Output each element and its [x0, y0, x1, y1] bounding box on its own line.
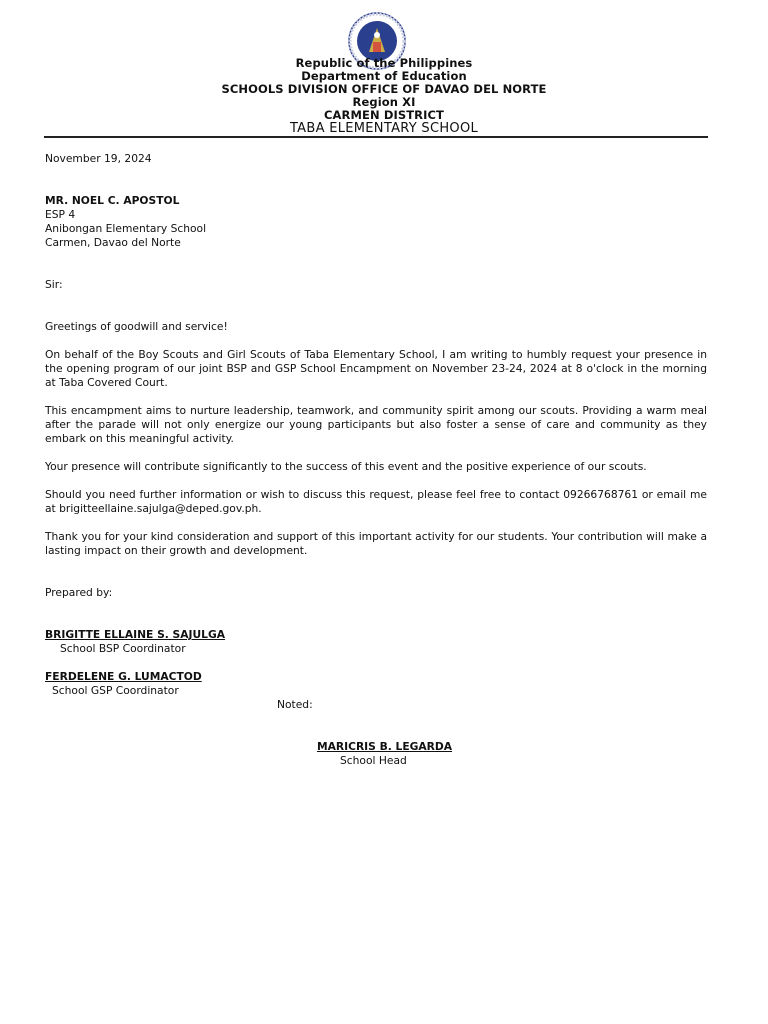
body-paragraph: Should you need further information or wish to discuss this request, please feel free to contact 09266768761 or email me at brigitteellaine.sajulga@deped.gov.ph. — [45, 488, 707, 515]
signatory-name: BRIGITTE ELLAINE S. SAJULGA — [45, 628, 226, 641]
prepared-by-label: Prepared by: — [45, 586, 113, 599]
signatory-title: School GSP Coordinator — [52, 684, 179, 697]
header-district: CARMEN DISTRICT — [324, 108, 444, 122]
header-region: Region XI — [352, 95, 416, 109]
noted-by-name: MARICRIS B. LEGARDA — [317, 740, 453, 753]
recipient-name: MR. NOEL C. APOSTOL — [45, 194, 180, 207]
body-paragraph: This encampment aims to nurture leadership, teamwork, and community spirit among our scouts. Providing a warm meal after the parade will not only energize our young participants but also foster a sense of care and community as they embark on this meaningful activity. — [45, 404, 707, 445]
header-school: TABA ELEMENTARY SCHOOL — [289, 121, 479, 136]
recipient-address: Carmen, Davao del Norte — [45, 236, 181, 249]
header-divider — [44, 136, 708, 138]
recipient-position: ESP 4 — [45, 208, 76, 221]
noted-by-title: School Head — [340, 754, 407, 767]
signatory-name: FERDELENE G. LUMACTOD — [45, 670, 202, 683]
letterhead — [0, 57, 768, 135]
body-paragraph: Thank you for your kind consideration and support of this important activity for our students. Your contribution will make a lasting impact on their growth and development. — [45, 530, 707, 557]
body-paragraph: On behalf of the Boy Scouts and Girl Scouts of Taba Elementary School, I am writing to humbly request your presence in the opening program of our joint BSP and GSP School Encampment on November 23-24, 2024 at 8 o'clock in the morning at Taba Covered Court. — [45, 348, 707, 389]
signatory-title: School BSP Coordinator — [60, 642, 186, 655]
header-republic: Republic of the Philippines — [295, 56, 473, 70]
letter-date: November 19, 2024 — [45, 152, 152, 165]
header-division: SCHOOLS DIVISION OFFICE OF DAVAO DEL NORTE — [221, 82, 547, 96]
body-paragraph: Your presence will contribute significantly to the success of this event and the positive experience of our scouts. — [45, 460, 647, 473]
salutation: Sir: — [45, 278, 63, 291]
header-department: Department of Education — [301, 69, 467, 83]
greeting: Greetings of goodwill and service! — [45, 320, 228, 333]
noted-label: Noted: — [277, 698, 313, 711]
recipient-school: Anibongan Elementary School — [45, 222, 207, 235]
